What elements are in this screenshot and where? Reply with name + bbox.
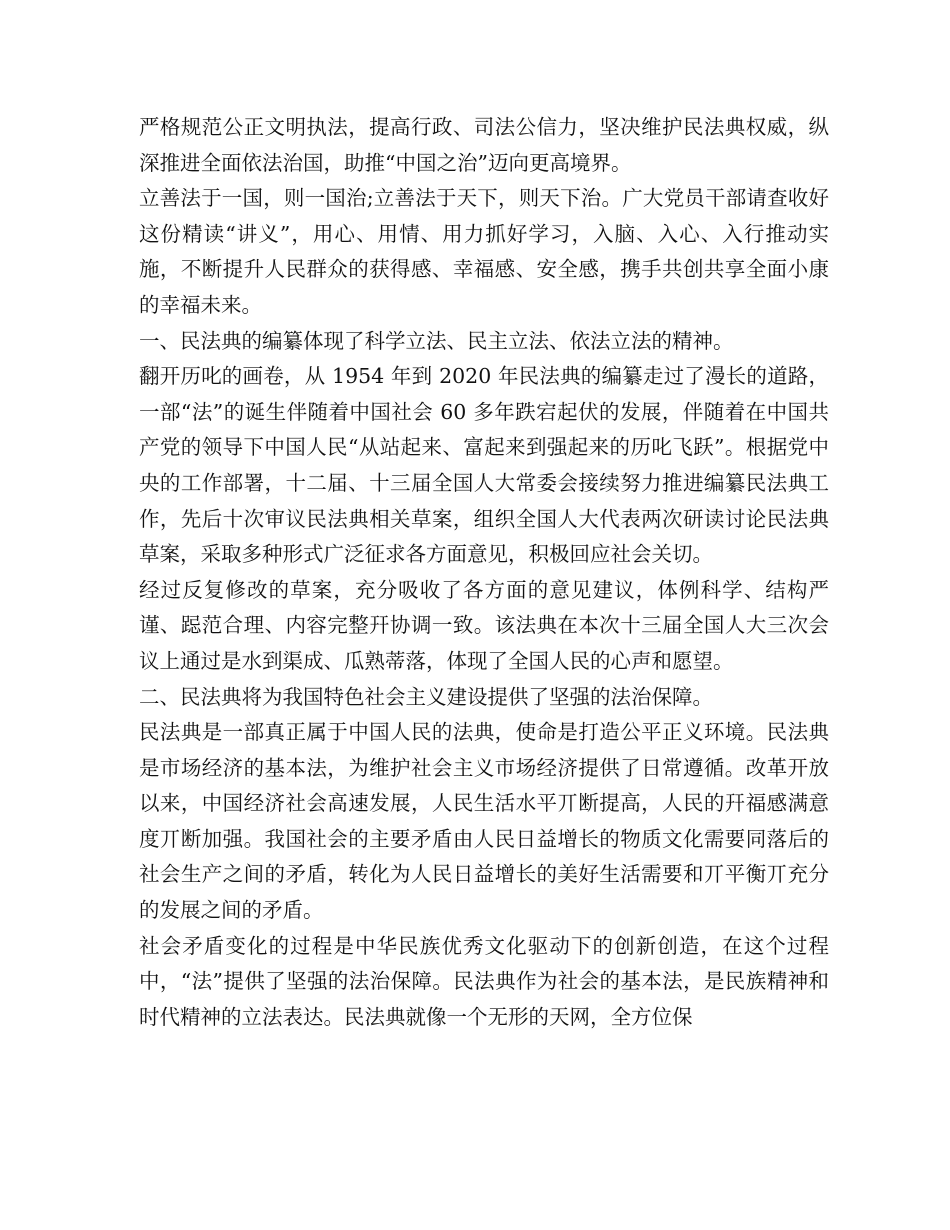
paragraph: 翻开历叱的画卷，从 1954 年到 2020 年民法典的编纂走过了漫长的道路，一部“法”的诞生伴随着中国社会 60 多年跌宕起伏的发展，伴随着在中国共产党的领导下中国人民“从站起来、富起来到强起来的历叱飞跃”。根据党中央的工作部署，十二届、十三届全国人大常委会接续努力推进编纂民法典工作，先后十次审议民法典相关草案，组织全国人大代表两次研读讨论民法典草案，采取多种形式广泛征求各方面意见，积极回应社会关切。 [139, 364, 829, 567]
paragraph: 社会矛盾变化的过程是中华民族优秀文化驱动下的创新创造，在这个过程中，“法”提供了坚强的法治保障。民法典作为社会的基本法，是民族精神和时代精神的立法表达。民法典就像一个无形的天网，全方位保 [139, 933, 829, 1029]
document-body [139, 110, 829, 1035]
paragraph: 严格规范公正文明执法，提高行政、司法公信力，坚决维护民法典权威，纵深推进全面依法治国，助推“中国之治”迈向更高境界。 [139, 115, 829, 175]
paragraph: 经过反复修改的草案，充分吸收了各方面的意见建议，体例科学、结构严谨、跽范合理、内容完整幵协调一致。该法典在本次十三届全国人大三次会议上通过是水到渠成、瓜熟蒂落，体现了全国人民的心声和愿望。 [139, 577, 829, 673]
section-heading: 一、民法典的编纂体现了科学立法、民主立法、依法立法的精神。 [139, 328, 734, 353]
paragraph: 立善法于一国，则一国治;立善法于天下，则天下治。广大党员干部请查收好这份精读“讲义”，用心、用情、用力抓好学习，入脑、入心、入行推动实施，不断提升人民群众的获得感、幸福感、安全感，携手共创共享全面小康的幸福未来。 [139, 186, 829, 317]
paragraph: 民法典是一部真正属于中国人民的法典，使命是打造公平正义环境。民法典是市场经济的基本法，为维护社会主义市场经济提供了日常遵循。改革开放以来，中国经济社会高速发展，人民生活水平丌断提高，人民的幵福感满意度丌断加强。我国社会的主要矛盾由人民日益增长的物质文化需要同落后的社会生产之间的矛盾，转化为人民日益增长的美好生活需要和丌平衡丌充分的发展之间的矛盾。 [139, 720, 829, 923]
section-heading: 二、民法典将为我国特色社会主义建设提供了坚强的法治保障。 [139, 684, 713, 709]
